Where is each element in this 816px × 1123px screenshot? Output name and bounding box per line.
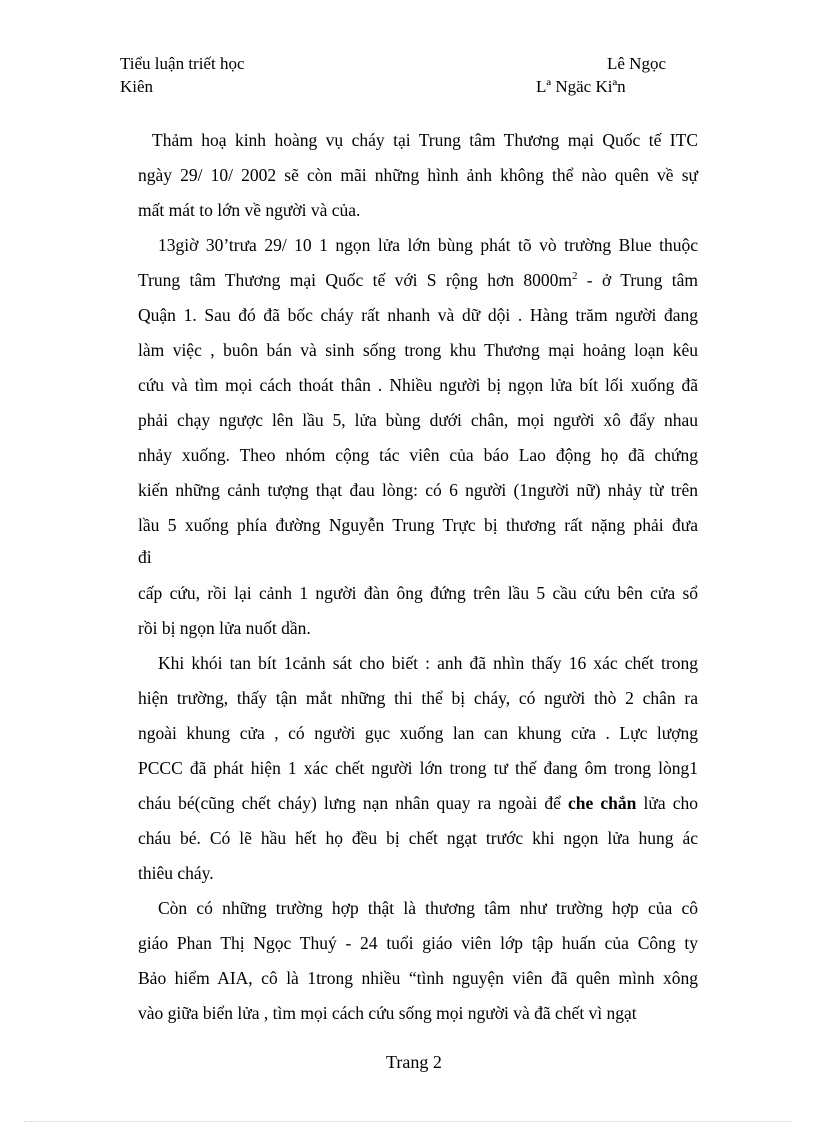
paragraph-2-line-12: rồi bị ngọn lửa nuốt dần. bbox=[138, 618, 311, 638]
paragraph-3-line-2: hiện trường, thấy tận mắt những thi thể bị cháy, có người thò 2 chân ra bbox=[138, 688, 698, 708]
paragraph-4-line-2: giáo Phan Thị Ngọc Thuý - 24 tuổi giáo viên lớp tập huấn của Công ty bbox=[138, 933, 698, 953]
page-number-value: 2 bbox=[432, 1052, 442, 1072]
header-left-title: Tiểu luận triết học bbox=[120, 54, 245, 73]
paragraph-2-line-6: phải chạy ngược lên lầu 5, lửa bùng dưới chân, mọi người xô đẩy nhau bbox=[138, 410, 698, 430]
paragraph-2-line-5: cứu và tìm mọi cách thoát thân . Nhiều người bị ngọn lửa bít lối xuống đã bbox=[138, 375, 698, 395]
paragraph-1-line-3: mất mát to lớn về người và của. bbox=[138, 200, 361, 220]
paragraph-2-line-1: 13giờ 30’trưa 29/ 10 1 ngọn lửa lớn bùng phát tõ vò trường Blue thuộc bbox=[158, 235, 698, 255]
paragraph-4-line-1: Còn có những trường hợp thật là thương tâm như trường hợp của cô bbox=[158, 898, 698, 918]
paragraph-2-line-2 bbox=[138, 269, 698, 291]
header-right-author-garbled: Lª Ngäc Kiªn bbox=[536, 77, 626, 96]
paragraph-4-line-3: Bảo hiểm AIA, cô là 1trong nhiều “tình nguyện viên đã quên mình xông bbox=[138, 968, 698, 988]
page-label: Trang bbox=[386, 1052, 429, 1072]
paragraph-3-line-7: thiêu cháy. bbox=[138, 863, 214, 883]
page-bottom-edge bbox=[24, 1121, 792, 1122]
paragraph-2-line-8: kiến những cảnh tượng thạt đau lòng: có 6 người (1người nữ) nhảy từ trên bbox=[138, 480, 698, 500]
header-right-author: Lê Ngọc bbox=[607, 54, 667, 73]
area-text: Trung tâm Thương mại Quốc tế với S rộng hơn 8000m bbox=[138, 270, 572, 290]
area-text-tail: - ở Trung tâm bbox=[577, 270, 698, 290]
paragraph-2-line-4: làm việc , buôn bán và sinh sống trong khu Thương mại hoảng loạn kêu bbox=[138, 340, 698, 360]
paragraph-3-line-3: ngoài khung cửa , có người gục xuống lan can khung cửa . Lực lượng bbox=[138, 723, 698, 743]
paragraph-3-line-5 bbox=[138, 792, 698, 814]
superscript-2: 2 bbox=[571, 270, 578, 283]
header-left-author: Kiên bbox=[120, 77, 154, 96]
paragraph-2-line-3: Quận 1. Sau đó đã bốc cháy rất nhanh và dữ dội . Hàng trăm người đang bbox=[138, 305, 698, 325]
paragraph-2-line-11: cấp cứu, rồi lại cảnh 1 người đàn ông đứng trên lầu 5 cầu cứu bên cửa sổ bbox=[138, 583, 698, 603]
line-text: cháu bé(cũng chết cháy) lưng nạn nhân quay ra ngoài để bbox=[138, 793, 568, 813]
paragraph-3-line-6: cháu bé. Có lẽ hầu hết họ đều bị chết ngạt trước khi ngọn lửa hung ác bbox=[138, 828, 698, 848]
paragraph-4-line-4: vào giữa biển lửa , tìm mọi cách cứu sống mọi người và đã chết vì ngạt bbox=[138, 1003, 637, 1023]
page-number bbox=[386, 1052, 442, 1073]
bold-phrase: che chắn bbox=[567, 793, 637, 813]
paragraph-1-line-1: Thảm hoạ kinh hoàng vụ cháy tại Trung tâm Thương mại Quốc tế ITC bbox=[152, 130, 698, 150]
paragraph-2-line-7: nhảy xuống. Theo nhóm cộng tác viên của báo Lao động họ đã chứng bbox=[138, 445, 698, 465]
paragraph-1-line-2: ngày 29/ 10/ 2002 sẽ còn mãi những hình ảnh không thể nào quên về sự bbox=[138, 165, 698, 185]
paragraph-3-line-1: Khi khói tan bít 1cảnh sát cho biết : anh đã nhìn thấy 16 xác chết trong bbox=[158, 653, 698, 673]
paragraph-2-line-9: lầu 5 xuống phía đường Nguyễn Trung Trực bị thương rất nặng phải đưa bbox=[138, 515, 698, 535]
paragraph-2-line-10: đi bbox=[138, 547, 152, 567]
paragraph-3-line-4: PCCC đã phát hiện 1 xác chết người lớn trong tư thế đang ôm trong lòng1 bbox=[138, 758, 698, 778]
line-text-tail: lửa cho bbox=[636, 793, 699, 813]
